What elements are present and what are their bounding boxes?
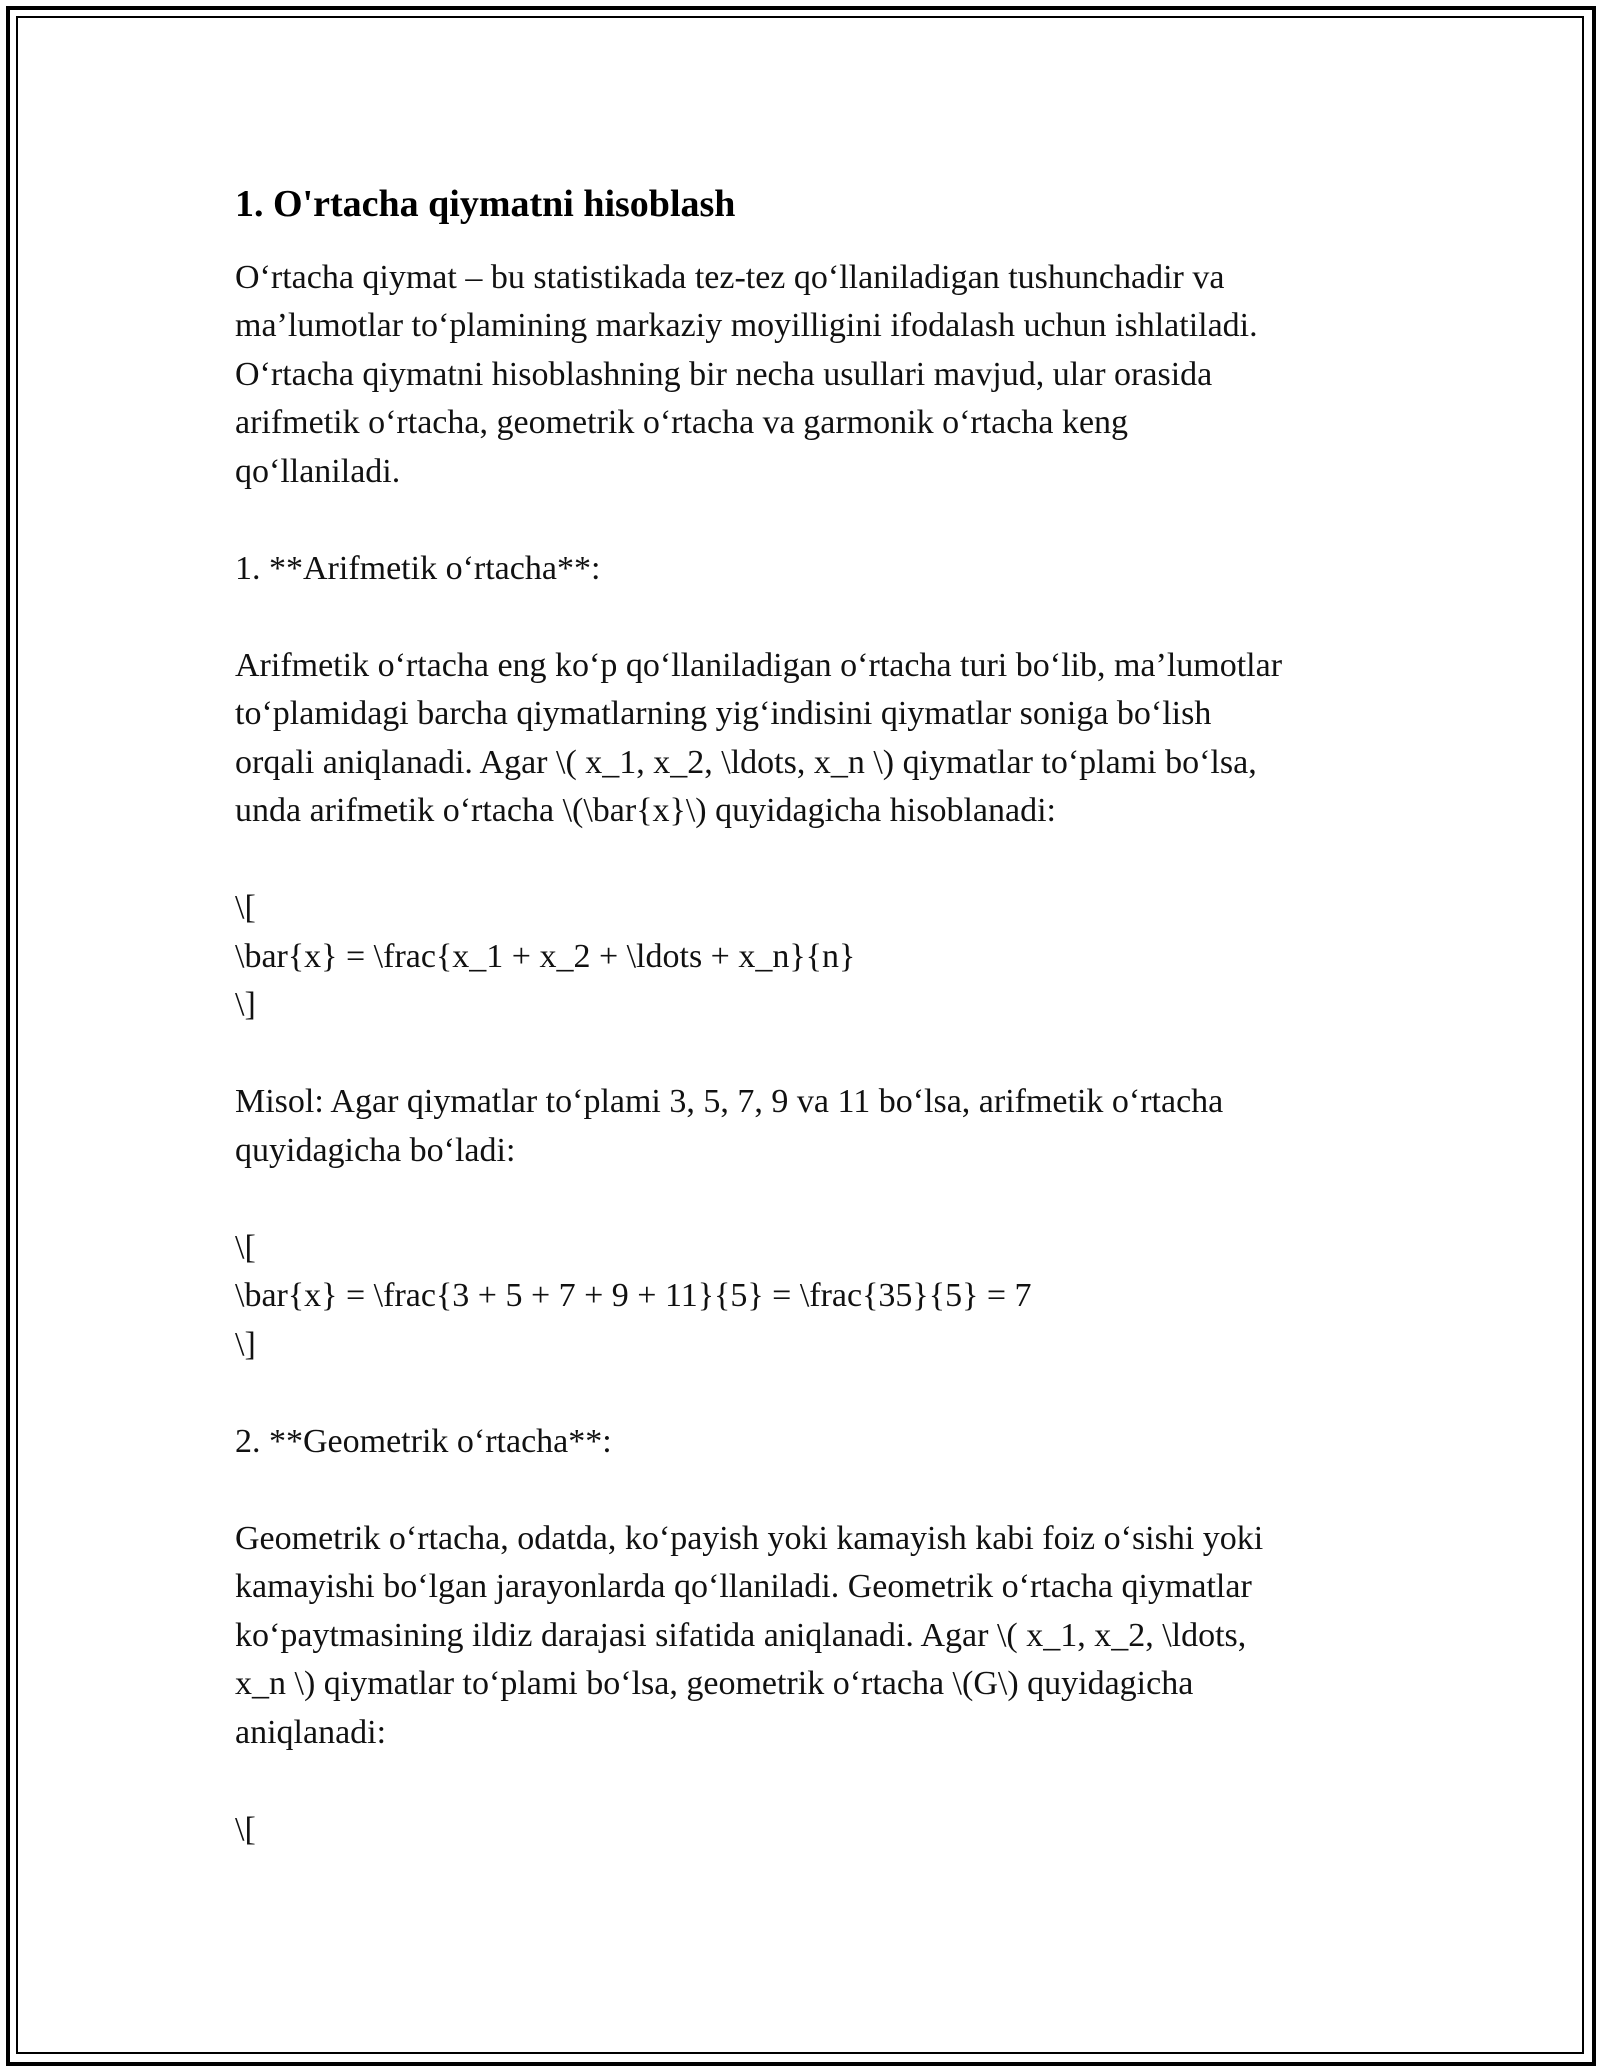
spacer <box>235 1369 1385 1418</box>
arithmetic-mean-title: 1. **Arifmetik o‘rtacha**: <box>235 549 601 587</box>
arithmetic-mean-formula: \[ \bar{x} = \frac{x_1 + x_2 + \ldots + x_n}{n} \] <box>235 889 856 1024</box>
spacer <box>235 1175 1385 1224</box>
spacer <box>235 496 1385 545</box>
geometric-mean-formula-start: \[ <box>235 1810 256 1848</box>
example-formula: \[ \bar{x} = \frac{3 + 5 + 7 + 9 + 11}{5} = \frac{35}{5} = 7 \] <box>235 1228 1032 1363</box>
spacer <box>235 593 1385 642</box>
spacer <box>235 836 1385 885</box>
document-page <box>235 182 1385 1854</box>
spacer <box>235 1466 1385 1515</box>
spacer <box>235 1757 1385 1806</box>
spacer <box>235 1030 1385 1079</box>
intro-paragraph: O‘rtacha qiymat – bu statistikada tez-tez qo‘llaniladigan tushunchadir va ma’lumotlar to‘plamining markaziy moyilligini ifodalash uchun ishlatiladi. O‘rtacha qiymatni hisoblashning bir necha usullari mavjud, ular orasida arifmetik o‘rtacha, geometrik o‘rtacha va garmonik o‘rtacha keng qo‘llaniladi. <box>235 258 1258 490</box>
section-heading: 1. O'rtacha qiymatni hisoblash <box>235 183 736 225</box>
geometric-mean-description: Geometrik o‘rtacha, odatda, ko‘payish yoki kamayish kabi foiz o‘sishi yoki kamayishi bo‘lgan jarayonlarda qo‘llaniladi. Geometrik o‘rtacha qiymatlar ko‘paytmasining ildiz darajasi sifatida aniqlanadi. Agar \( x_1, x_2, \ldots, x_n \) qiymatlar to‘plami bo‘lsa, geometrik o‘rtacha \(G\) quyidagicha aniqlanadi: <box>235 1519 1264 1751</box>
example-paragraph: Misol: Agar qiymatlar to‘plami 3, 5, 7, 9 va 11 bo‘lsa, arifmetik o‘rtacha quyidagicha bo‘ladi: <box>235 1083 1224 1169</box>
arithmetic-mean-description: Arifmetik o‘rtacha eng ko‘p qo‘llaniladigan o‘rtacha turi bo‘lib, ma’lumotlar to‘plamidagi barcha qiymatlarning yig‘indisini qiymatlar soniga bo‘lish orqali aniqlanadi. Agar \( x_1, x_2, \ldots, x_n \) qiymatlar to‘plami bo‘lsa, unda arifmetik o‘rtacha \(\bar{x}\) quyidagicha hisoblanadi: <box>235 646 1283 830</box>
geometric-mean-title: 2. **Geometrik o‘rtacha**: <box>235 1422 612 1460</box>
